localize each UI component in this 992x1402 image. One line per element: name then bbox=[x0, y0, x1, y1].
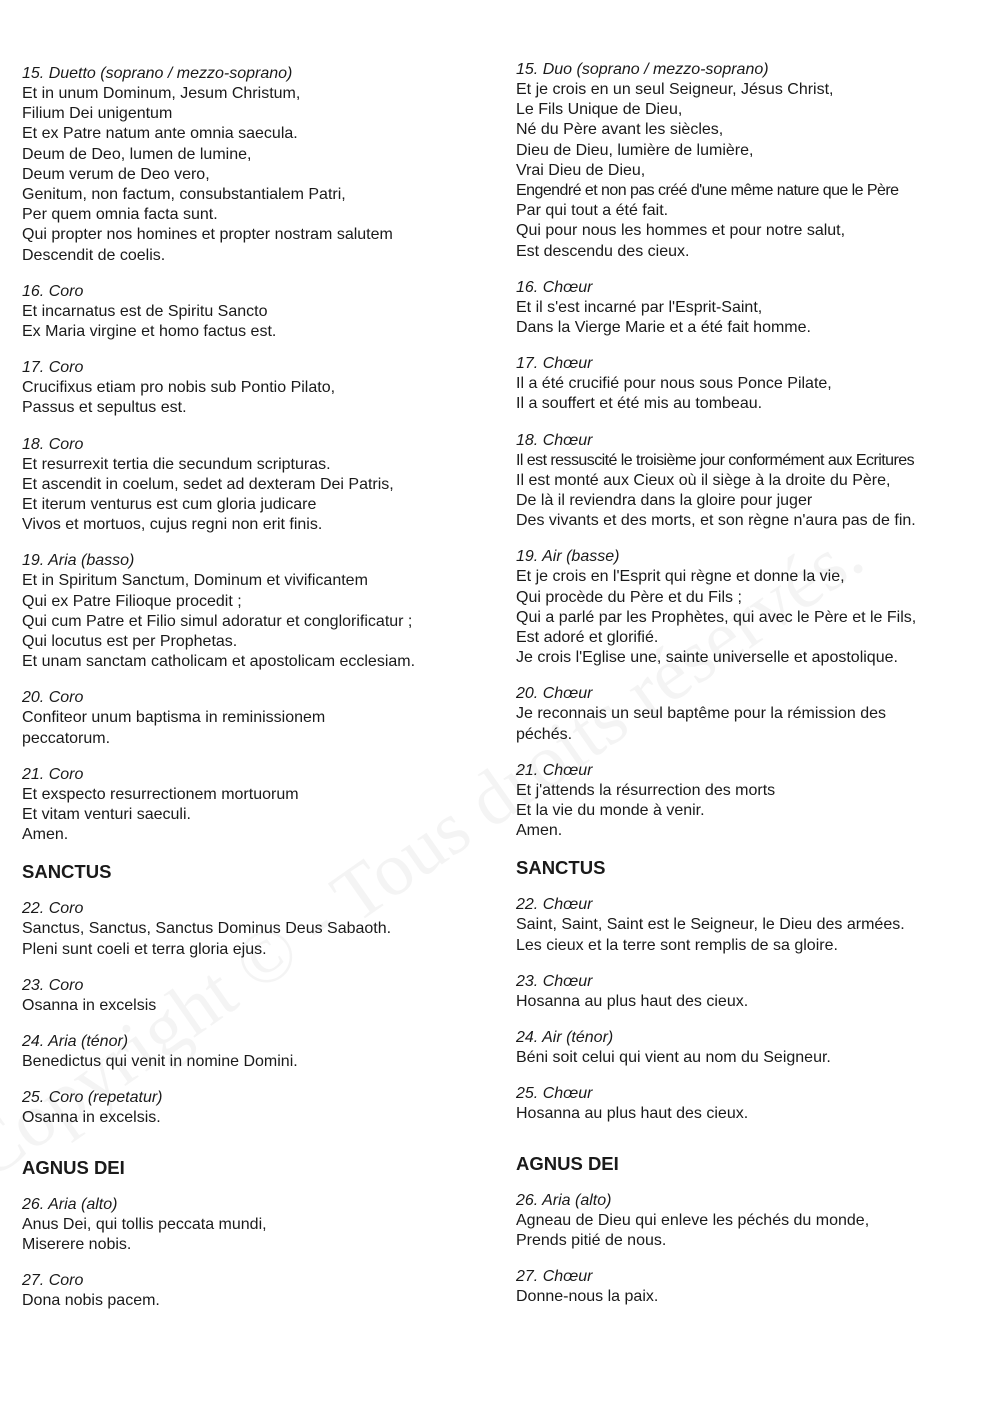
sanctus-section-title: SANCTUS bbox=[516, 857, 606, 879]
text-block bbox=[516, 1084, 986, 1124]
text-line: Et je crois en un seul Seigneur, Jésus Christ, bbox=[516, 81, 834, 98]
text-line: Osanna in excelsis bbox=[22, 996, 157, 1014]
text-block bbox=[516, 60, 986, 262]
text-line: Les cieux et la terre sont remplis de sa gloire. bbox=[516, 936, 838, 954]
text-line: Il a souffert et été mis au tombeau. bbox=[516, 395, 763, 413]
text-line: Descendit de coelis. bbox=[22, 246, 166, 264]
text-line: Benedictus qui venit in nomine Domini. bbox=[22, 1053, 298, 1071]
agnus-section-title: AGNUS DEI bbox=[516, 1152, 619, 1174]
text-block bbox=[22, 976, 492, 1016]
movement-heading: 21. Coro bbox=[22, 765, 84, 783]
text-line: Crucifixus etiam pro nobis sub Pontio Pilato, bbox=[22, 379, 336, 397]
text-line: Dieu de Dieu, lumière de lumière, bbox=[516, 141, 754, 159]
movement-heading: 16. Coro bbox=[22, 282, 84, 300]
movement-heading: 24. Aria (ténor) bbox=[22, 1033, 129, 1051]
text-line: Qui procède du Père et du Fils ; bbox=[516, 588, 742, 606]
text-line: Né du Père avant les siècles, bbox=[516, 121, 724, 139]
text-block bbox=[516, 895, 986, 955]
movement-heading: 23. Coro bbox=[22, 976, 84, 994]
text-line: Et j'attends la résurrection des morts bbox=[516, 781, 776, 799]
text-line: Il est ressuscité le troisième jour conformément aux Ecritures bbox=[516, 451, 915, 469]
text-line: Osanna in excelsis. bbox=[22, 1109, 161, 1127]
text-line: Genitum, non factum, consubstantialem Patri, bbox=[22, 186, 346, 204]
movement-heading: 25. Chœur bbox=[516, 1085, 593, 1103]
movement-heading: 26. Aria (alto) bbox=[516, 1191, 612, 1209]
movement-heading: 18. Chœur bbox=[516, 431, 593, 449]
movement-heading: 18. Coro bbox=[22, 435, 84, 453]
movement-heading: 20. Coro bbox=[22, 689, 84, 707]
text-line: Ex Maria virgine et homo factus est. bbox=[22, 323, 277, 341]
movement-heading: 21. Chœur bbox=[516, 761, 593, 779]
text-line: Donne-nous la paix. bbox=[516, 1287, 659, 1305]
movement-heading: 27. Coro bbox=[22, 1271, 84, 1289]
text-block bbox=[22, 64, 492, 266]
movement-heading: 22. Coro bbox=[22, 900, 84, 918]
agnus-section-title: AGNUS DEI bbox=[22, 1156, 125, 1178]
text-line: Et la vie du monde à venir. bbox=[516, 802, 705, 820]
text-line: Je crois l'Eglise une, sainte universelle et apostolique. bbox=[516, 649, 898, 667]
text-line: Est adoré et glorifié. bbox=[516, 629, 659, 647]
text-line: Vivos et mortuos, cujus regni non erit finis. bbox=[22, 516, 323, 534]
text-line: Et exspecto resurrectionem mortuorum bbox=[22, 785, 299, 803]
movement-heading: 25. Coro (repetatur) bbox=[22, 1089, 163, 1107]
movement-heading: 27. Chœur bbox=[516, 1267, 593, 1285]
text-line: Amen. bbox=[516, 822, 563, 840]
french-column bbox=[516, 60, 986, 1323]
text-line: Et ascendit in coelum, sedet ad dexteram Dei Patris, bbox=[22, 475, 394, 493]
text-line: Saint, Saint, Saint est le Seigneur, le Dieu des armées. bbox=[516, 916, 905, 934]
text-line: Agneau de Dieu qui enleve les péchés du monde, bbox=[516, 1211, 870, 1229]
text-block bbox=[22, 899, 492, 959]
text-line: Anus Dei, qui tollis peccata mundi, bbox=[22, 1215, 267, 1233]
movement-heading: 23. Chœur bbox=[516, 972, 593, 990]
text-line: Et unam sanctam catholicam et apostolicam ecclesiam. bbox=[22, 653, 416, 671]
text-line: Par qui tout a été fait. bbox=[516, 202, 669, 220]
text-block bbox=[22, 1271, 492, 1311]
text-block bbox=[516, 547, 986, 668]
text-line: Et in unum Dominum, Jesum Christum, bbox=[22, 85, 301, 102]
movement-heading: 22. Chœur bbox=[516, 896, 593, 914]
text-line: Qui ex Patre Filioque procedit ; bbox=[22, 592, 242, 610]
text-line: peccatorum. bbox=[22, 729, 111, 747]
text-block bbox=[516, 431, 986, 532]
text-line: Et resurrexit tertia die secundum scripturas. bbox=[22, 455, 331, 473]
movement-heading: 15. Duetto (soprano / mezzo-soprano) bbox=[22, 65, 293, 82]
text-line: Per quem omnia facta sunt. bbox=[22, 206, 218, 224]
text-line: Et iterum venturus est cum gloria judicare bbox=[22, 496, 317, 514]
text-line: Passus et sepultus est. bbox=[22, 399, 187, 417]
text-line: Filium Dei unigentum bbox=[22, 105, 173, 123]
text-line: Des vivants et des morts, et son règne n'aura pas de fin. bbox=[516, 512, 916, 530]
text-line: Et je crois en l'Esprit qui règne et donne la vie, bbox=[516, 568, 845, 586]
sanctus-section-title: SANCTUS bbox=[22, 861, 112, 883]
movement-heading: 17. Chœur bbox=[516, 355, 593, 373]
text-line: Béni soit celui qui vient au nom du Seigneur. bbox=[516, 1049, 831, 1067]
text-line: Qui cum Patre et Filio simul adoratur et conglorificatur ; bbox=[22, 612, 413, 630]
text-line: Miserere nobis. bbox=[22, 1235, 132, 1253]
text-line: péchés. bbox=[516, 725, 573, 743]
text-line: Et in Spiritum Sanctum, Dominum et vivificantem bbox=[22, 572, 368, 590]
text-block bbox=[516, 354, 986, 414]
movement-heading: 26. Aria (alto) bbox=[22, 1195, 118, 1213]
text-line: Et il s'est incarné par l'Esprit-Saint, bbox=[516, 298, 763, 316]
text-block bbox=[516, 1028, 986, 1068]
text-line: Prends pitié de nous. bbox=[516, 1231, 667, 1249]
text-line: Sanctus, Sanctus, Sanctus Dominus Deus Sabaoth. bbox=[22, 920, 392, 938]
movement-heading: 16. Chœur bbox=[516, 278, 593, 296]
text-line: Vrai Dieu de Dieu, bbox=[516, 161, 646, 179]
movement-heading: 24. Air (ténor) bbox=[516, 1029, 614, 1047]
text-line: Deum verum de Deo vero, bbox=[22, 165, 210, 183]
text-line: Et ex Patre natum ante omnia saecula. bbox=[22, 125, 298, 143]
text-line: Qui pour nous les hommes et pour notre salut, bbox=[516, 222, 846, 240]
text-line: Engendré et non pas créé d'une même nature que le Père bbox=[516, 182, 899, 200]
text-block bbox=[22, 1195, 492, 1255]
text-line: Deum de Deo, lumen de lumine, bbox=[22, 145, 252, 163]
text-line: Hosanna au plus haut des cieux. bbox=[516, 1105, 749, 1123]
text-line: De là il reviendra dans la gloire pour juger bbox=[516, 492, 813, 510]
text-block bbox=[516, 1267, 986, 1307]
text-line: Qui a parlé par les Prophètes, qui avec le Père et le Fils, bbox=[516, 608, 917, 626]
movement-heading: 19. Aria (basso) bbox=[22, 552, 135, 570]
text-line: Qui propter nos homines et propter nostram salutem bbox=[22, 226, 393, 244]
text-block bbox=[516, 684, 986, 744]
text-block bbox=[516, 972, 986, 1012]
text-line: Confiteor unum baptisma in reminissionem bbox=[22, 709, 326, 727]
text-block bbox=[22, 282, 492, 342]
text-line: Hosanna au plus haut des cieux. bbox=[516, 992, 749, 1010]
movement-heading: 20. Chœur bbox=[516, 685, 593, 703]
text-block bbox=[22, 765, 492, 846]
text-line: Amen. bbox=[22, 826, 69, 844]
text-block bbox=[22, 435, 492, 536]
text-line: Il a été crucifié pour nous sous Ponce Pilate, bbox=[516, 375, 832, 393]
text-block bbox=[516, 761, 986, 842]
text-line: Je reconnais un seul baptême pour la rémission des bbox=[516, 705, 886, 723]
text-block bbox=[516, 278, 986, 338]
text-line: Et vitam venturi saeculi. bbox=[22, 806, 191, 824]
text-block bbox=[22, 551, 492, 672]
text-block bbox=[516, 1191, 986, 1251]
text-line: Qui locutus est per Prophetas. bbox=[22, 633, 238, 651]
text-line: Est descendu des cieux. bbox=[516, 242, 690, 260]
text-block bbox=[22, 358, 492, 418]
text-block bbox=[22, 688, 492, 748]
text-line: Pleni sunt coeli et terra gloria ejus. bbox=[22, 940, 267, 958]
text-line: Dans la Vierge Marie et a été fait homme. bbox=[516, 319, 811, 337]
text-block bbox=[22, 1088, 492, 1128]
movement-heading: 19. Air (basse) bbox=[516, 548, 620, 566]
text-line: Dona nobis pacem. bbox=[22, 1291, 160, 1309]
text-line: Et incarnatus est de Spiritu Sancto bbox=[22, 302, 268, 320]
text-line: Il est monté aux Cieux où il siège à la droite du Père, bbox=[516, 471, 891, 489]
movement-heading: 15. Duo (soprano / mezzo-soprano) bbox=[516, 61, 769, 78]
text-line: Le Fils Unique de Dieu, bbox=[516, 101, 683, 119]
latin-column bbox=[22, 64, 492, 1327]
text-block bbox=[22, 1032, 492, 1072]
movement-heading: 17. Coro bbox=[22, 359, 84, 377]
